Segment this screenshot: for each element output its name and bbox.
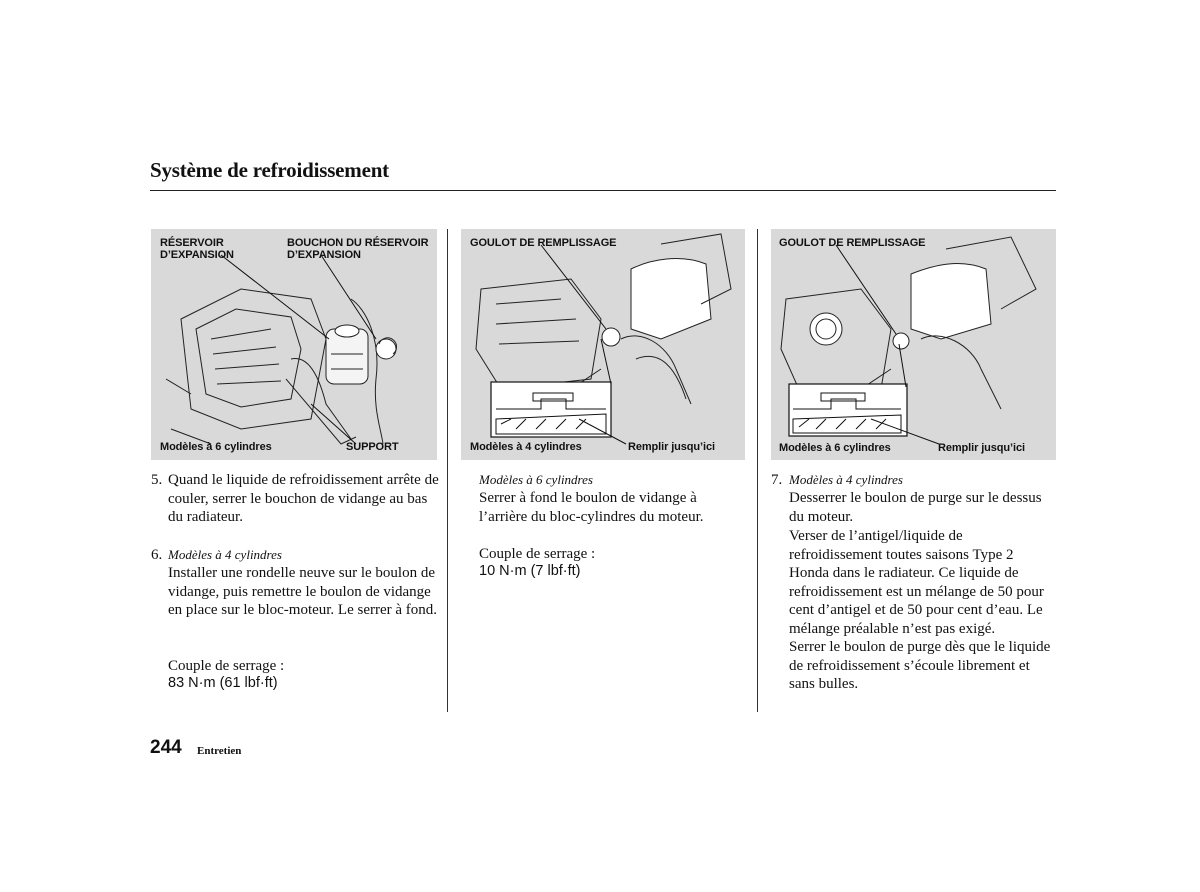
label-model-fig3: Modèles à 6 cylindres [779,442,891,454]
figure-filler-neck-4cyl [461,229,745,460]
section-name: Entretien [197,745,242,757]
page-number: 244 [150,737,182,758]
step-7-line-1: Desserrer le boulon de purge sur le dessus du moteur. [789,490,1042,525]
label-support: SUPPORT [346,441,399,453]
figure-expansion-reservoir [151,229,437,460]
step-6-torque-value: 83 N·m (61 lbf·ft) [168,675,278,691]
step-6-torque-label: Couple de serrage : [168,658,285,674]
step-6-text: Installer une rondelle neuve sur le boulon de vidange, puis remettre le boulon de vidange en place sur le bloc-moteur. Le serrer à fond. [168,565,438,618]
step-6-model: Modèles à 4 cylindres [168,547,282,562]
label-filler-neck-fig2: GOULOT DE REMPLISSAGE [470,237,617,249]
column-divider-2 [757,229,758,712]
title-divider [150,190,1056,191]
label-filler-neck-fig3: GOULOT DE REMPLISSAGE [779,237,926,249]
step-7-number: 7. [771,472,783,488]
label-model-fig1: Modèles à 6 cylindres [160,441,272,453]
step-7-model: Modèles à 4 cylindres [789,472,903,487]
step-6b-model: Modèles à 6 cylindres [479,472,593,487]
label-fill-to-here-fig2: Remplir jusqu’ici [628,441,715,453]
step-5-number: 5. [151,472,163,488]
step-6-number: 6. [151,547,163,563]
label-model-fig2: Modèles à 4 cylindres [470,441,582,453]
step-6b-torque-value: 10 N·m (7 lbf·ft) [479,563,581,579]
label-expansion-reservoir: RÉSERVOIR D’EXPANSION [160,237,234,261]
step-7-line-2: Verser de l’antigel/liquide de refroidissement toutes saisons Type 2 Honda dans le radiateur. Ce liquide de refroidissement est un mélange de 50 pour cent d’antigel et de 50 pour cent d’eau. Le mélange préalable n’est pas exigé. [789,528,1044,637]
step-6b-torque-label: Couple de serrage : [479,546,596,562]
column-divider-1 [447,229,448,712]
figure-filler-neck-6cyl [771,229,1056,460]
engine-illustration-1 [151,229,437,460]
engine-illustration-3 [771,229,1056,460]
label-reservoir-cap: BOUCHON DU RÉSERVOIR D’EXPANSION [287,237,429,261]
engine-illustration-2 [461,229,745,460]
step-6b-text: Serrer à fond le boulon de vidange à l’arrière du bloc-cylindres du moteur. [479,490,704,525]
step-5-text: Quand le liquide de refroidissement arrête de couler, serrer le bouchon de vidange au bas du radiateur. [168,472,439,525]
label-fill-to-here-fig3: Remplir jusqu’ici [938,442,1025,454]
page-title: Système de refroidissement [150,158,389,182]
step-7-line-3: Serrer le boulon de purge dès que le liquide de refroidissement s’écoule librement et sans bulles. [789,639,1051,692]
